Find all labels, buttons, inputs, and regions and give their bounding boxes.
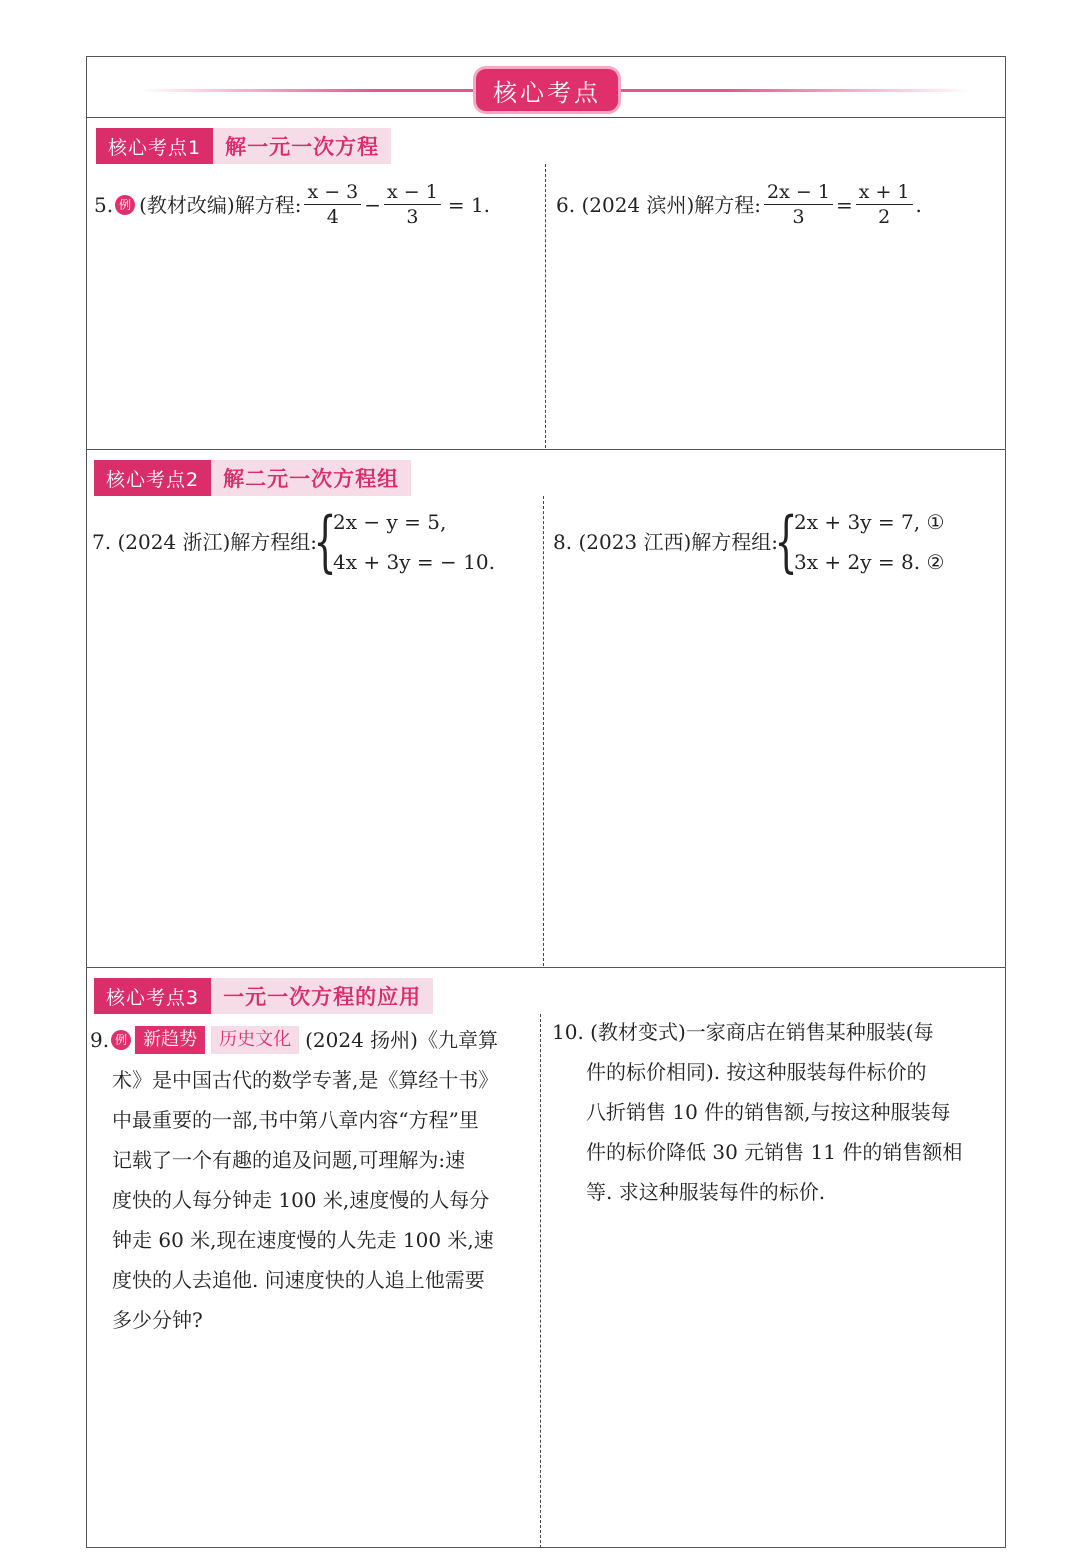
column-divider — [545, 164, 546, 448]
fraction — [304, 180, 361, 229]
question-line: 钟走 60 米,现在速度慢的人先走 100 米,速 — [112, 1228, 494, 1252]
equation-line: 4x + 3y = − 10. — [333, 550, 495, 574]
equation-tail: . — [915, 192, 922, 217]
denominator: 3 — [792, 206, 805, 228]
numerator: x − 3 — [304, 180, 361, 205]
section-title: 解二元一次方程组 — [211, 460, 411, 496]
question-source: 6. (2024 滨州)解方程: — [556, 192, 762, 217]
question-9 — [90, 1020, 535, 1340]
question-line: 多少分钟? — [112, 1308, 203, 1332]
numerator: x + 1 — [856, 180, 913, 205]
banner-line-right — [618, 89, 970, 92]
section-3-tag — [94, 978, 433, 1014]
equation-tail: = 1. — [447, 192, 491, 217]
question-6 — [556, 180, 922, 229]
equation-system — [313, 502, 495, 582]
operator: = — [835, 192, 853, 217]
column-divider — [543, 496, 544, 966]
question-line: 件的标价降低 30 元销售 11 件的销售额相 — [586, 1140, 963, 1164]
section-number: 核心考点2 — [94, 460, 211, 496]
question-source: 7. (2024 浙江)解方程组: — [92, 530, 318, 554]
fraction — [384, 180, 441, 229]
section-2-tag — [94, 460, 411, 496]
question-7 — [92, 502, 495, 582]
question-line: 术》是中国古代的数学专著,是《算经十书》 — [112, 1068, 499, 1092]
question-source: (教材改编)解方程: — [139, 192, 302, 217]
question-number: 9. — [90, 1028, 110, 1052]
question-line: 等. 求这种服装每件的标价. — [586, 1180, 826, 1204]
equation-line: 2x − y = 5, — [333, 510, 447, 534]
column-divider — [540, 1014, 541, 1548]
question-text: 10. (教材变式)一家商店在销售某种服装(每 — [552, 1020, 934, 1044]
denominator: 4 — [326, 206, 339, 228]
question-source: 8. (2023 江西)解方程组: — [553, 530, 779, 554]
equation-line: 3x + 2y = 8. ② — [794, 550, 945, 574]
brace-symbol: { — [313, 503, 337, 580]
denominator: 2 — [878, 206, 891, 228]
section-number: 核心考点1 — [96, 128, 213, 164]
section-title: 一元一次方程的应用 — [211, 978, 433, 1014]
divider-line — [87, 967, 1005, 968]
divider-line — [87, 117, 1005, 118]
example-icon: 例 — [115, 195, 135, 215]
example-icon: 例 — [111, 1030, 131, 1050]
numerator: x − 1 — [384, 180, 441, 205]
page-banner: 核心考点 — [476, 69, 618, 111]
equation-line: 2x + 3y = 7, ① — [794, 510, 945, 534]
trend-tag: 新趋势 — [135, 1026, 205, 1054]
question-text: (2024 扬州)《九章算 — [305, 1028, 498, 1052]
section-number: 核心考点3 — [94, 978, 211, 1014]
question-5 — [94, 180, 490, 229]
fraction — [856, 180, 913, 229]
culture-tag: 历史文化 — [211, 1026, 299, 1054]
question-number: 5. — [94, 192, 114, 217]
brace-symbol: { — [774, 503, 798, 580]
question-line: 八折销售 10 件的销售额,与按这种服装每 — [586, 1100, 951, 1124]
question-line: 记载了一个有趣的追及问题,可理解为:速 — [112, 1148, 466, 1172]
question-8 — [553, 502, 944, 582]
question-line: 度快的人去追他. 问速度快的人追上他需要 — [112, 1268, 485, 1292]
equation-system — [774, 502, 945, 582]
divider-line — [87, 449, 1005, 450]
fraction — [764, 180, 833, 229]
section-1-tag — [96, 128, 391, 164]
numerator: 2x − 1 — [764, 180, 833, 205]
question-line: 件的标价相同). 按这种服装每件标价的 — [586, 1060, 927, 1084]
section-title: 解一元一次方程 — [213, 128, 391, 164]
operator: − — [364, 192, 382, 217]
question-line: 中最重要的一部,书中第八章内容“方程”里 — [112, 1108, 479, 1132]
banner-line-left — [140, 89, 476, 92]
question-line: 度快的人每分钟走 100 米,速度慢的人每分 — [112, 1188, 490, 1212]
question-10 — [552, 1012, 996, 1212]
denominator: 3 — [406, 206, 419, 228]
